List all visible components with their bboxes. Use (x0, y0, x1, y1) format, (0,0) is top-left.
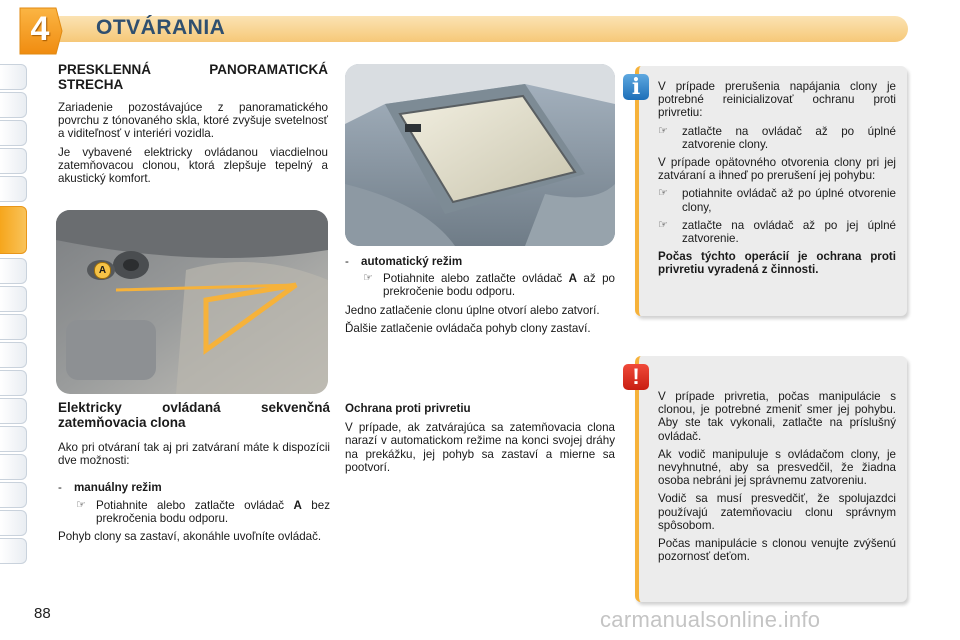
chapter-tab[interactable] (0, 64, 27, 90)
bold-note: Počas týchto operácií je ochrana proti privretiu vyradená z činnosti. (658, 250, 896, 277)
paragraph: V prípade opätovného otvorenia clony pri jej zatváraní a ihneď po prerušení jej pohybu: (658, 156, 896, 183)
chapter-tab[interactable] (0, 482, 27, 508)
bullet-item: ☞ Potiahnite alebo zatlačte ovládač A bez prekročenia bodu odporu. (76, 498, 330, 525)
bullet-item: ☞ potiahnite ovládač až po úplné otvorenie clony, (658, 187, 896, 214)
page-number: 88 (34, 605, 51, 622)
sequential-blind-section (58, 400, 330, 548)
paragraph: V prípade prerušenia napájania clony je potrebné reinicializovať ochranu proti privretiu: (658, 80, 896, 120)
automatic-mode-section (345, 255, 615, 340)
chapter-tab[interactable] (0, 176, 27, 202)
chapter-tab[interactable] (0, 92, 27, 118)
section-heading: Elektricky ovládaná sekvenčná zatemňovacia clona (58, 400, 330, 430)
section-heading: PRESKLENNÁ PANORAMATICKÁ STRECHA (58, 62, 328, 92)
chapter-tab[interactable] (0, 258, 27, 284)
info-icon: i (623, 74, 649, 100)
pointing-hand-icon: ☞ (658, 124, 668, 137)
chapter-tab[interactable] (0, 538, 27, 564)
chapter-tab[interactable] (0, 120, 27, 146)
section-heading: Ochrana proti privretiu (345, 402, 471, 415)
pointing-hand-icon: ☞ (658, 218, 668, 231)
paragraph: Zariadenie pozostávajúce z panoramatického povrchu z tónovaného skla, ktoré zvyšuje svetelnosť a viditeľnosť v interiéri vozidla. (58, 101, 328, 141)
control-label-a: A (94, 262, 111, 279)
bullet-item: ☞ zatlačte na ovládač až po jej úplné zatvorenie. (658, 218, 896, 246)
pointing-hand-icon: ☞ (658, 187, 668, 200)
page-title: OTVÁRANIA (96, 16, 226, 39)
warning-icon: ! (623, 364, 649, 390)
anti-pinch-section (345, 402, 615, 479)
paragraph: Počas manipulácie s clonou venujte zvýšenú pozornosť deťom. (658, 537, 896, 564)
paragraph: Ako pri otváraní tak aj pri zatváraní máte k dispozícii dve možnosti: (58, 441, 330, 468)
bullet-item: ☞ Potiahnite alebo zatlačte ovládač A až po prekročenie bodu odporu. (363, 272, 615, 299)
paragraph: V prípade, ak zatvárajúca sa zatemňovacia clona narazí v automatickom režime na konci svojej dráhy na prekážku, jej pohyb sa zastaví a mierne sa pootvorí. (345, 421, 615, 474)
info-box-content (658, 80, 896, 282)
chapter-tab[interactable] (0, 314, 27, 340)
chapter-tab[interactable] (0, 454, 27, 480)
mode-title: - automatický režim (345, 255, 463, 268)
chapter-tab[interactable] (0, 342, 27, 368)
paragraph: V prípade privretia, počas manipulácie s clonou, je potrebné zmeniť smer jej pohybu. Aby ste tak vykonali, zatlačte na príslušný ovládač. (658, 390, 896, 443)
paragraph: Ďalšie zatlačenie ovládača pohyb clony zastaví. (345, 321, 591, 335)
paragraph: Vodič sa musí presvedčiť, že spolujazdci používajú zatemňovaciu clonu správnym spôsobom. (658, 492, 896, 532)
interior-control-photo (56, 210, 328, 394)
mode-title: - manuálny režim (58, 481, 162, 495)
chapter-tab[interactable] (0, 510, 27, 536)
intro-section (58, 62, 328, 190)
chapter-tab[interactable] (0, 148, 27, 174)
panoramic-roof-photo (345, 64, 615, 246)
warning-box-content (658, 390, 896, 568)
chapter-tab[interactable] (0, 426, 27, 452)
paragraph: Pohyb clony sa zastaví, akonáhle uvoľníte ovládač. (58, 530, 322, 544)
chapter-tab[interactable] (0, 286, 27, 312)
paragraph: Ak vodič manipuluje s ovládačom clony, je nevyhnutné, aby sa presvedčil, že žiadna osoba nebráni jej správnemu zatvoreniu. (658, 447, 896, 488)
chapter-tab-active[interactable] (0, 206, 27, 254)
pointing-hand-icon: ☞ (363, 272, 373, 285)
chapter-tab[interactable] (0, 398, 27, 424)
chapter-number: 4 (30, 10, 50, 48)
paragraph: Jedno zatlačenie clonu úplne otvorí alebo zatvorí. (345, 303, 600, 317)
paragraph: Je vybavené elektricky ovládanou viacdielnou zatemňovacou clonou, ktorá zlepšuje tepelný a akustický komfort. (58, 145, 328, 186)
bullet-item: ☞ zatlačte na ovládač až po úplné zatvorenie clony. (658, 124, 896, 151)
pointing-hand-icon: ☞ (76, 498, 86, 511)
watermark: carmanualsonline.info (600, 607, 821, 632)
chapter-tab[interactable] (0, 370, 27, 396)
